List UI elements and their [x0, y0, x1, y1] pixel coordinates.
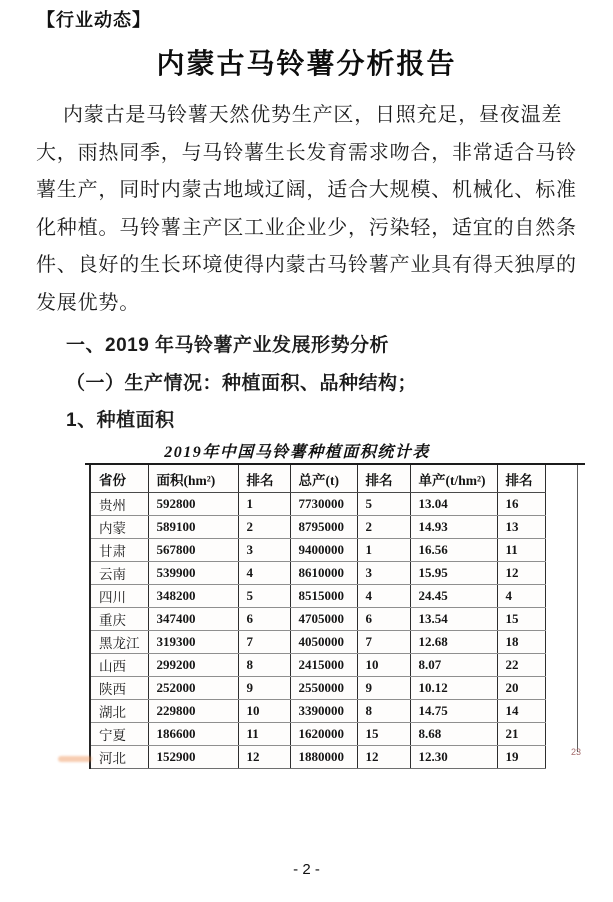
paragraph-line: 薯生产，同时内蒙古地域辽阔，适合大规模、机械化、标准 — [36, 179, 577, 201]
paragraph-line: 大，雨热同季，与马铃薯生长发育需求吻合，非常适合马铃 — [36, 141, 577, 164]
table-cell: 252000 — [148, 677, 238, 700]
section-heading: 一、2019 年马铃薯产业发展形势分析 — [66, 335, 390, 356]
table-cell: 8.68 — [410, 723, 497, 746]
table-cell: 6 — [238, 608, 290, 631]
table-cell: 贵州 — [90, 493, 148, 516]
table-cell: 4 — [357, 585, 410, 608]
table-cell: 13 — [497, 516, 545, 539]
table-cell: 15 — [497, 608, 545, 631]
subsection-heading: （一）生产情况：种植面积、品种结构； — [66, 372, 418, 394]
table-row — [90, 677, 545, 700]
table-cell: 重庆 — [90, 608, 148, 631]
table-cell: 11 — [497, 539, 545, 562]
table-cell: 12.68 — [410, 631, 497, 654]
table-cell: 10.12 — [410, 677, 497, 700]
table-right-rule — [577, 465, 578, 752]
page-number: - 2 - — [293, 861, 320, 878]
table-cell: 10 — [238, 700, 290, 723]
col-header-province: 省份 — [90, 465, 148, 493]
paragraph-line: 内蒙古是马铃薯天然优势生产区，日照充足，昼夜温差 — [63, 104, 563, 126]
table-cell: 9 — [357, 677, 410, 700]
table-cell: 19 — [497, 746, 545, 769]
table-cell: 2550000 — [290, 677, 357, 700]
table-cell: 12 — [497, 562, 545, 585]
body-paragraph — [36, 97, 584, 322]
col-header-yield: 单产(t/hm²) — [410, 465, 497, 493]
page-watermark: 23 — [571, 747, 582, 757]
table-cell: 12.30 — [410, 746, 497, 769]
table-cell: 2415000 — [290, 654, 357, 677]
table-row — [90, 631, 545, 654]
table-cell: 甘肃 — [90, 539, 148, 562]
table-cell: 20 — [497, 677, 545, 700]
table-cell: 9400000 — [290, 539, 357, 562]
table-cell: 山西 — [90, 654, 148, 677]
table-row — [90, 516, 545, 539]
table-cell: 18 — [497, 631, 545, 654]
table-cell: 湖北 — [90, 700, 148, 723]
table-cell: 7 — [238, 631, 290, 654]
table-header-row — [90, 465, 545, 493]
table-cell: 4705000 — [290, 608, 357, 631]
table-cell: 黑龙江 — [90, 631, 148, 654]
table-cell: 云南 — [90, 562, 148, 585]
table-cell: 1880000 — [290, 746, 357, 769]
table-row — [90, 585, 545, 608]
table-cell: 4 — [497, 585, 545, 608]
table-cell: 186600 — [148, 723, 238, 746]
table-cell: 8.07 — [410, 654, 497, 677]
table-row — [90, 654, 545, 677]
table-row — [90, 700, 545, 723]
table-cell: 1620000 — [290, 723, 357, 746]
table-cell: 5 — [238, 585, 290, 608]
table-cell: 4050000 — [290, 631, 357, 654]
table-cell: 8 — [238, 654, 290, 677]
headings-block — [38, 327, 417, 440]
table-cell: 四川 — [90, 585, 148, 608]
table-cell: 宁夏 — [90, 723, 148, 746]
table-cell: 592800 — [148, 493, 238, 516]
table-cell: 1 — [238, 493, 290, 516]
table-cell: 1 — [357, 539, 410, 562]
table-cell: 347400 — [148, 608, 238, 631]
table-cell: 6 — [357, 608, 410, 631]
category-label: 【行业动态】 — [37, 10, 151, 30]
table-cell: 319300 — [148, 631, 238, 654]
table-cell: 11 — [238, 723, 290, 746]
table-cell: 12 — [357, 746, 410, 769]
table-cell: 21 — [497, 723, 545, 746]
table-cell: 4 — [238, 562, 290, 585]
statistics-table — [89, 465, 546, 769]
paragraph-line: 件、良好的生长环境使得内蒙古马铃薯产业具有得天独厚的 — [36, 254, 577, 276]
table-cell: 7 — [357, 631, 410, 654]
table-cell: 22 — [497, 654, 545, 677]
table-cell: 9 — [238, 677, 290, 700]
table-cell: 13.04 — [410, 493, 497, 516]
table-cell: 3 — [238, 539, 290, 562]
table-cell: 13.54 — [410, 608, 497, 631]
table-cell: 2 — [357, 516, 410, 539]
table-cell: 8 — [357, 700, 410, 723]
table-cell: 3390000 — [290, 700, 357, 723]
table-cell: 河北 — [90, 746, 148, 769]
table-cell: 2 — [238, 516, 290, 539]
paragraph-line: 化种植。马铃薯主产区工业企业少，污染轻，适宜的自然条 — [36, 216, 577, 239]
table-cell: 16 — [497, 493, 545, 516]
table-cell: 8515000 — [290, 585, 357, 608]
table-cell: 内蒙 — [90, 516, 148, 539]
page-title: 内蒙古马铃薯分析报告 — [156, 49, 457, 80]
col-header-yield-rank: 排名 — [497, 465, 545, 493]
table-title: 2019年中国马铃薯种植面积统计表 — [164, 444, 430, 461]
table-cell: 7730000 — [290, 493, 357, 516]
table-cell: 5 — [357, 493, 410, 516]
item-heading: 1、种植面积 — [66, 410, 175, 431]
table-cell: 299200 — [148, 654, 238, 677]
table-row — [90, 608, 545, 631]
table-cell: 15.95 — [410, 562, 497, 585]
statistics-table-figure — [0, 437, 613, 772]
table-cell: 陕西 — [90, 677, 148, 700]
table-cell: 12 — [238, 746, 290, 769]
table-cell: 24.45 — [410, 585, 497, 608]
col-header-total-output: 总产(t) — [290, 465, 357, 493]
table-cell: 539900 — [148, 562, 238, 585]
table-row — [90, 746, 545, 769]
table-cell: 14.75 — [410, 700, 497, 723]
table-cell: 14.93 — [410, 516, 497, 539]
table-cell: 14 — [497, 700, 545, 723]
table-cell: 15 — [357, 723, 410, 746]
table-body — [90, 493, 545, 769]
table-cell: 229800 — [148, 700, 238, 723]
col-header-area: 面积(hm²) — [148, 465, 238, 493]
col-header-area-rank: 排名 — [238, 465, 290, 493]
table-cell: 589100 — [148, 516, 238, 539]
table-cell: 8610000 — [290, 562, 357, 585]
table-cell: 567800 — [148, 539, 238, 562]
table-row — [90, 539, 545, 562]
table-cell: 3 — [357, 562, 410, 585]
scan-smudge — [58, 756, 92, 762]
table-cell: 16.56 — [410, 539, 497, 562]
col-header-output-rank: 排名 — [357, 465, 410, 493]
table-cell: 348200 — [148, 585, 238, 608]
paragraph-line: 发展优势。 — [36, 291, 140, 314]
table-cell: 152900 — [148, 746, 238, 769]
table-cell: 8795000 — [290, 516, 357, 539]
table-row — [90, 723, 545, 746]
table-row — [90, 493, 545, 516]
table-cell: 10 — [357, 654, 410, 677]
table-row — [90, 562, 545, 585]
